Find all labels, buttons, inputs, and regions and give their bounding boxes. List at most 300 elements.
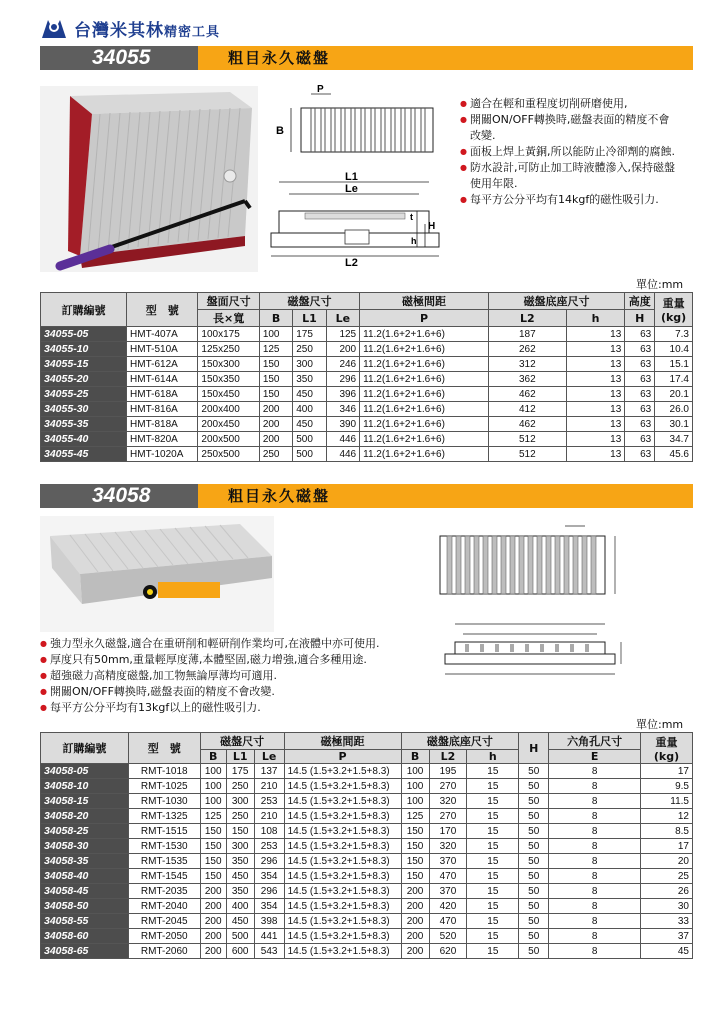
table-cell: 520	[429, 929, 467, 944]
table-cell: 250	[293, 342, 326, 357]
table-cell: 8.5	[641, 824, 693, 839]
header-disk: 磁盤尺寸	[200, 733, 284, 750]
table-cell: 300	[226, 839, 254, 854]
table-cell: 150	[401, 869, 429, 884]
table-cell: 15	[467, 809, 519, 824]
table-cell: 15	[467, 854, 519, 869]
order-code-cell: 34055-30	[41, 402, 127, 417]
table-cell: 350	[293, 372, 326, 387]
table-cell: HMT-818A	[127, 417, 198, 432]
table-cell: 620	[429, 944, 467, 959]
order-code-cell: 34058-05	[41, 764, 129, 779]
feature-item: ● 厚度只有50mm,重量輕厚度薄,本體堅固,磁力增強,適合多種用途.	[40, 652, 460, 668]
table-cell: 8	[549, 839, 641, 854]
table-row	[41, 447, 693, 462]
table-cell: 390	[326, 417, 359, 432]
order-code-cell: 34058-10	[41, 779, 129, 794]
table-cell: 446	[326, 432, 359, 447]
table-cell: 30.1	[655, 417, 693, 432]
table-cell: 354	[254, 899, 284, 914]
table-cell: 200	[401, 944, 429, 959]
table-cell: 8	[549, 944, 641, 959]
table-cell: 100	[401, 779, 429, 794]
table-cell: 63	[625, 342, 655, 357]
header-base: 磁盤底座尺寸	[401, 733, 519, 750]
header-disk: 磁盤尺寸	[259, 293, 359, 310]
table-cell: 446	[326, 447, 359, 462]
spec-table-34055	[40, 292, 693, 462]
table-cell: 15	[467, 884, 519, 899]
section-title: 粗目永久磁盤	[198, 484, 693, 508]
order-code-cell: 34058-55	[41, 914, 129, 929]
table-cell: 210	[254, 779, 284, 794]
brand-header	[40, 14, 220, 42]
table-cell: 63	[625, 357, 655, 372]
table-cell: 253	[254, 794, 284, 809]
table-cell: 250	[226, 779, 254, 794]
table-cell: HMT-614A	[127, 372, 198, 387]
table-cell: 600	[226, 944, 254, 959]
table-cell: 15	[467, 869, 519, 884]
table-cell: 15	[467, 839, 519, 854]
table-cell: 8	[549, 764, 641, 779]
order-code-cell: 34058-20	[41, 809, 129, 824]
table-cell: 8	[549, 824, 641, 839]
table-cell: 10.4	[655, 342, 693, 357]
table-cell: 14.5 (1.5+3.2+1.5+8.3)	[284, 914, 401, 929]
table-cell: 8	[549, 914, 641, 929]
table-cell: 50	[519, 929, 549, 944]
table-cell: 20.1	[655, 387, 693, 402]
table-cell: 300	[293, 357, 326, 372]
table-cell: 354	[254, 869, 284, 884]
feature-item: ● 開關ON/OFF轉換時,磁盤表面的精度不會改變.	[460, 112, 680, 144]
table-cell: 14.5 (1.5+3.2+1.5+8.3)	[284, 779, 401, 794]
table-cell: RMT-1530	[128, 839, 200, 854]
brand-name-main: 台灣米其林	[74, 20, 164, 41]
table-cell: 63	[625, 432, 655, 447]
header-pitch: 磁極間距	[284, 733, 401, 750]
table-cell: 370	[429, 854, 467, 869]
table-cell: 125	[326, 327, 359, 342]
table-cell: 15	[467, 899, 519, 914]
header-l2: L2	[488, 310, 566, 327]
table-cell: 500	[293, 432, 326, 447]
table-cell: 50	[519, 869, 549, 884]
table-cell: 11.2(1.6+2+1.6+6)	[360, 447, 489, 462]
table-cell: 512	[488, 432, 566, 447]
label-l2: L2	[345, 257, 358, 268]
table-cell: 250	[226, 809, 254, 824]
feature-item: ● 防水設計,可防止加工時液體滲入,保持磁盤使用年限.	[460, 160, 680, 192]
table-cell: 14.5 (1.5+3.2+1.5+8.3)	[284, 899, 401, 914]
table-cell: 150	[401, 839, 429, 854]
table-cell: 17	[641, 764, 693, 779]
table-cell: 470	[429, 914, 467, 929]
table-cell: 125	[401, 809, 429, 824]
table-cell: 150	[401, 854, 429, 869]
table-cell: 398	[254, 914, 284, 929]
table-cell: 300	[226, 794, 254, 809]
label-h-lower: h	[411, 236, 417, 246]
table-cell: 8	[549, 929, 641, 944]
table-cell: 350	[226, 854, 254, 869]
table-cell: 11.2(1.6+2+1.6+6)	[360, 417, 489, 432]
table-cell: RMT-2060	[128, 944, 200, 959]
table-cell: 13	[566, 327, 624, 342]
unit-label: 單位:mm	[636, 278, 684, 291]
header-b2: B	[401, 750, 429, 764]
table-row	[41, 809, 693, 824]
table-cell: HMT-612A	[127, 357, 198, 372]
table-cell: 170	[429, 824, 467, 839]
table-cell: 8	[549, 779, 641, 794]
table-cell: 200	[259, 432, 292, 447]
table-cell: 8	[549, 854, 641, 869]
label-t: t	[410, 212, 413, 222]
feature-item: ● 每平方公分平均有14kgf的磁性吸引力.	[460, 192, 680, 208]
header-h-upper: H	[625, 310, 655, 327]
table-cell: 210	[254, 809, 284, 824]
header-l2: L2	[429, 750, 467, 764]
header-weight	[641, 733, 693, 764]
table-cell: 30	[641, 899, 693, 914]
header-l1: L1	[226, 750, 254, 764]
table-cell: 26.0	[655, 402, 693, 417]
table-cell: 450	[293, 417, 326, 432]
table-cell: 200x400	[198, 402, 259, 417]
header-p: P	[284, 750, 401, 764]
table-cell: RMT-1325	[128, 809, 200, 824]
order-code-cell: 34058-60	[41, 929, 129, 944]
table-cell: 125x250	[198, 342, 259, 357]
label-b: B	[276, 125, 284, 137]
table-cell: HMT-820A	[127, 432, 198, 447]
table-cell: 13	[566, 387, 624, 402]
header-weight-unit: (kg)	[660, 311, 687, 324]
header-le: Le	[326, 310, 359, 327]
table-cell: 412	[488, 402, 566, 417]
table-cell: 150x350	[198, 372, 259, 387]
table-cell: 63	[625, 327, 655, 342]
table-cell: 150	[200, 824, 226, 839]
table-cell: 50	[519, 839, 549, 854]
label-le: Le	[345, 183, 358, 195]
table-cell: 150	[226, 824, 254, 839]
table-cell: 11.2(1.6+2+1.6+6)	[360, 402, 489, 417]
table-cell: RMT-1535	[128, 854, 200, 869]
order-code-cell: 34055-25	[41, 387, 127, 402]
table-cell: HMT-510A	[127, 342, 198, 357]
header-b: B	[200, 750, 226, 764]
table-cell: 34.7	[655, 432, 693, 447]
order-code-cell: 34058-45	[41, 884, 129, 899]
table-cell: 14.5 (1.5+3.2+1.5+8.3)	[284, 944, 401, 959]
table-cell: 50	[519, 794, 549, 809]
table-cell: 11.2(1.6+2+1.6+6)	[360, 372, 489, 387]
table-cell: 150	[200, 869, 226, 884]
header-model: 型 號	[128, 733, 200, 764]
table-cell: 270	[429, 779, 467, 794]
table-cell: 15.1	[655, 357, 693, 372]
table-cell: 150	[259, 387, 292, 402]
table-cell: 50	[519, 884, 549, 899]
table-cell: 14.5 (1.5+3.2+1.5+8.3)	[284, 764, 401, 779]
table-row	[41, 914, 693, 929]
table-cell: 15	[467, 794, 519, 809]
table-cell: 150x450	[198, 387, 259, 402]
table-cell: 346	[326, 402, 359, 417]
table-row	[41, 884, 693, 899]
table-cell: 63	[625, 372, 655, 387]
table-cell: 15	[467, 764, 519, 779]
feature-item: ● 開關ON/OFF轉換時,磁盤表面的精度不會改變.	[40, 684, 460, 700]
section-bar-34055	[40, 46, 693, 70]
order-code-cell: 34058-15	[41, 794, 129, 809]
table-cell: 8	[549, 884, 641, 899]
table-cell: 400	[226, 899, 254, 914]
header-order: 訂購編號	[41, 293, 127, 327]
order-code-cell: 34058-50	[41, 899, 129, 914]
header-l1: L1	[293, 310, 326, 327]
table-cell: 187	[488, 327, 566, 342]
table-cell: 11.5	[641, 794, 693, 809]
table-cell: 15	[467, 914, 519, 929]
feature-item: ● 面板上焊上黃銅,所以能防止冷卻劑的腐蝕.	[460, 144, 680, 160]
table-row	[41, 342, 693, 357]
table-cell: 320	[429, 794, 467, 809]
table-cell: 8	[549, 794, 641, 809]
section-code: 34058	[40, 484, 198, 508]
table-cell: 150	[200, 839, 226, 854]
order-code-cell: 34058-65	[41, 944, 129, 959]
table-cell: 200	[326, 342, 359, 357]
table-row	[41, 327, 693, 342]
table-cell: 350	[226, 884, 254, 899]
table-cell: 200x450	[198, 417, 259, 432]
brand-name	[74, 16, 220, 41]
table-cell: 462	[488, 387, 566, 402]
table-row	[41, 417, 693, 432]
table-cell: 50	[519, 914, 549, 929]
table-cell: 253	[254, 839, 284, 854]
features-list-34055	[460, 96, 680, 208]
table-cell: 150	[200, 854, 226, 869]
table-cell: 262	[488, 342, 566, 357]
table-cell: 37	[641, 929, 693, 944]
table-cell: 200	[401, 914, 429, 929]
table-cell: 200x500	[198, 432, 259, 447]
table-cell: 12	[641, 809, 693, 824]
table-cell: 13	[566, 447, 624, 462]
table-cell: 200	[200, 929, 226, 944]
table-cell: 50	[519, 854, 549, 869]
table-cell: 320	[429, 839, 467, 854]
table-cell: RMT-2045	[128, 914, 200, 929]
table-cell: 420	[429, 899, 467, 914]
table-row	[41, 794, 693, 809]
order-code-cell: 34055-35	[41, 417, 127, 432]
table-cell: 7.3	[655, 327, 693, 342]
magnetic-chuck-photo-2	[40, 516, 274, 632]
section-code: 34055	[40, 46, 198, 70]
table-cell: RMT-1025	[128, 779, 200, 794]
table-row	[41, 899, 693, 914]
table-cell: 25	[641, 869, 693, 884]
header-p: P	[360, 310, 489, 327]
table-cell: 15	[467, 779, 519, 794]
table-cell: 11.2(1.6+2+1.6+6)	[360, 432, 489, 447]
table-cell: 470	[429, 869, 467, 884]
table-row	[41, 944, 693, 959]
header-hex: 六角孔尺寸	[549, 733, 641, 750]
table-cell: 63	[625, 447, 655, 462]
table-cell: 9.5	[641, 779, 693, 794]
table-cell: 50	[519, 764, 549, 779]
table-cell: 296	[326, 372, 359, 387]
table-cell: 175	[226, 764, 254, 779]
header-order: 訂購編號	[41, 733, 129, 764]
table-cell: 100	[200, 764, 226, 779]
table-cell: 270	[429, 809, 467, 824]
label-l1: L1	[345, 171, 358, 183]
table-cell: 200	[401, 929, 429, 944]
table-cell: 14.5 (1.5+3.2+1.5+8.3)	[284, 869, 401, 884]
table-cell: 150	[259, 372, 292, 387]
table-cell: 200	[259, 417, 292, 432]
header-weight	[655, 293, 693, 327]
table-row	[41, 432, 693, 447]
order-code-cell: 34058-30	[41, 839, 129, 854]
table-cell: 63	[625, 387, 655, 402]
header-b: B	[259, 310, 292, 327]
table-cell: 8	[549, 899, 641, 914]
table-cell: 13	[566, 357, 624, 372]
table-row	[41, 839, 693, 854]
table-cell: HMT-1020A	[127, 447, 198, 462]
feature-item: ● 每平方公分平均有13kgf以上的磁性吸引力.	[40, 700, 460, 716]
table-cell: 13	[566, 417, 624, 432]
table-cell: 11.2(1.6+2+1.6+6)	[360, 342, 489, 357]
order-code-cell: 34055-10	[41, 342, 127, 357]
header-pitch: 磁極間距	[360, 293, 489, 310]
order-code-cell: 34055-40	[41, 432, 127, 447]
table-cell: 11.2(1.6+2+1.6+6)	[360, 357, 489, 372]
table-cell: 512	[488, 447, 566, 462]
header-h-lower: h	[566, 310, 624, 327]
header-le: Le	[254, 750, 284, 764]
table-cell: 13	[566, 402, 624, 417]
table-row	[41, 402, 693, 417]
table-cell: 200	[200, 899, 226, 914]
table-cell: 20	[641, 854, 693, 869]
table-cell: 100	[200, 794, 226, 809]
table-cell: HMT-407A	[127, 327, 198, 342]
table-cell: 246	[326, 357, 359, 372]
table-cell: RMT-1515	[128, 824, 200, 839]
table-cell: 14.5 (1.5+3.2+1.5+8.3)	[284, 794, 401, 809]
header-surface-sub: 長×寬	[198, 310, 259, 327]
table-cell: 137	[254, 764, 284, 779]
table-cell: 500	[293, 447, 326, 462]
table-cell: RMT-1018	[128, 764, 200, 779]
order-code-cell: 34058-35	[41, 854, 129, 869]
table-cell: 63	[625, 417, 655, 432]
table-cell: 45	[641, 944, 693, 959]
header-h-upper: H	[519, 733, 549, 764]
table-cell: 26	[641, 884, 693, 899]
table-cell: 50	[519, 944, 549, 959]
table-cell: 150	[259, 357, 292, 372]
table-row	[41, 779, 693, 794]
table-cell: 370	[429, 884, 467, 899]
table-row	[41, 824, 693, 839]
table-cell: RMT-2035	[128, 884, 200, 899]
header-e: E	[549, 750, 641, 764]
table-cell: HMT-816A	[127, 402, 198, 417]
unit-label-2: 單位:mm	[636, 718, 684, 731]
table-cell: 14.5 (1.5+3.2+1.5+8.3)	[284, 824, 401, 839]
table-row	[41, 387, 693, 402]
table-cell: 400	[293, 402, 326, 417]
table-cell: 8	[549, 809, 641, 824]
label-h-upper: H	[428, 221, 436, 232]
feature-item: ● 適合在輕和重程度切削研磨使用,	[460, 96, 680, 112]
order-code-cell: 34055-45	[41, 447, 127, 462]
table-cell: 396	[326, 387, 359, 402]
table-cell: 13	[566, 432, 624, 447]
order-code-cell: 34058-25	[41, 824, 129, 839]
table-cell: 100	[401, 794, 429, 809]
table-row	[41, 869, 693, 884]
table-cell: RMT-1030	[128, 794, 200, 809]
table-cell: 450	[293, 387, 326, 402]
label-p: P	[317, 84, 324, 95]
table-cell: 45.6	[655, 447, 693, 462]
table-cell: 200	[259, 402, 292, 417]
chuck-dimension-diagram	[265, 84, 445, 268]
table-cell: 500	[226, 929, 254, 944]
header-weight-label: 重量	[662, 297, 685, 310]
table-cell: 362	[488, 372, 566, 387]
header-h-lower: h	[467, 750, 519, 764]
table-cell: 296	[254, 854, 284, 869]
table-cell: 125	[200, 809, 226, 824]
table-cell: 195	[429, 764, 467, 779]
table-cell: 15	[467, 929, 519, 944]
header-weight-label: 重量	[655, 735, 678, 749]
table-cell: 14.5 (1.5+3.2+1.5+8.3)	[284, 839, 401, 854]
table-cell: 13	[566, 342, 624, 357]
table-cell: 250	[259, 447, 292, 462]
table-row	[41, 929, 693, 944]
header-weight-unit: (kg)	[653, 749, 680, 763]
table-cell: 11.2(1.6+2+1.6+6)	[360, 387, 489, 402]
table-cell: 200	[401, 884, 429, 899]
section-bar-34058	[40, 484, 693, 508]
header-surface: 盤面尺寸	[198, 293, 259, 310]
brand-name-suffix: 精密工具	[164, 24, 221, 40]
table-cell: 543	[254, 944, 284, 959]
table-cell: 17.4	[655, 372, 693, 387]
table-cell: 462	[488, 417, 566, 432]
order-code-cell: 34058-40	[41, 869, 129, 884]
header-model: 型 號	[127, 293, 198, 327]
table-cell: RMT-1545	[128, 869, 200, 884]
table-cell: 150x300	[198, 357, 259, 372]
table-row	[41, 357, 693, 372]
table-cell: 14.5 (1.5+3.2+1.5+8.3)	[284, 854, 401, 869]
